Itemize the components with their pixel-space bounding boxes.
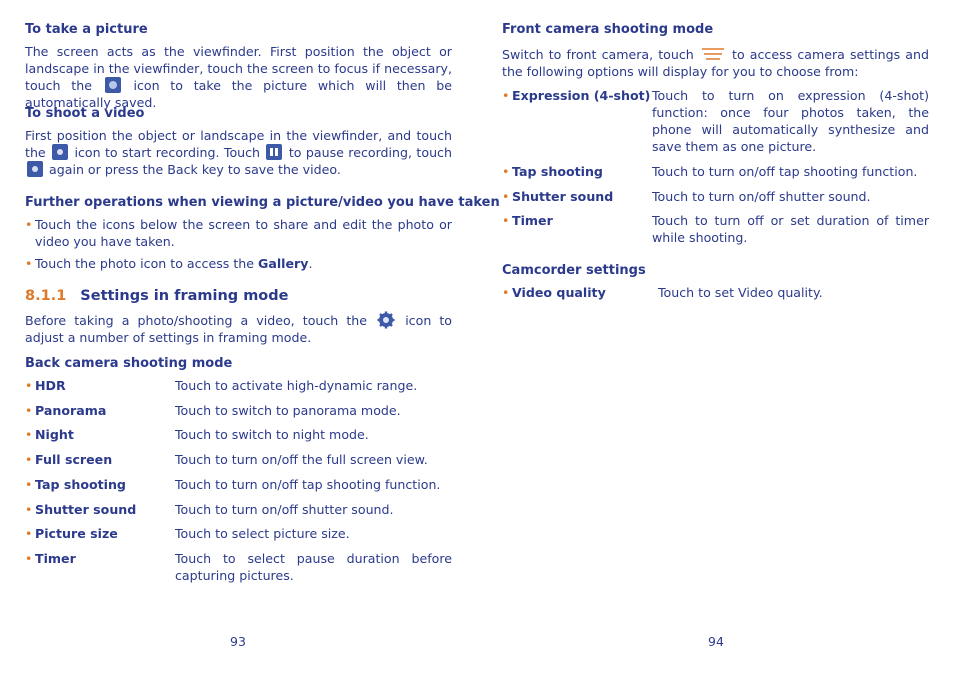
bullet: •	[25, 477, 33, 492]
setting-name: Shutter sound	[512, 189, 614, 204]
setting-description: Touch to select picture size.	[175, 526, 350, 541]
setting-description: Touch to select pause duration before capturing pictures.	[175, 551, 452, 583]
setting-name: Night	[35, 427, 74, 442]
setting-description: Touch to activate high-dynamic range.	[175, 378, 418, 393]
bullet: •	[25, 378, 33, 393]
gear-icon	[377, 311, 395, 329]
setting-name: Timer	[512, 213, 553, 228]
setting-name: Tap shooting	[35, 477, 126, 492]
setting-description: Touch to turn on/off tap shooting function.	[652, 164, 918, 179]
bullet: •	[502, 164, 510, 179]
bullet: •	[25, 526, 33, 541]
menu-icon	[701, 47, 725, 61]
section-heading	[25, 288, 289, 305]
gallery-label: Gallery	[258, 256, 309, 271]
setting-description: Touch to turn on expression (4-shot) function: once four photos taken, the phone will automatically synthesize and save them as one picture.	[652, 88, 929, 154]
bullet: •	[25, 427, 33, 442]
right-page	[502, 0, 929, 678]
take-picture-heading: To take a picture	[25, 22, 148, 37]
setting-name: Shutter sound	[35, 502, 137, 517]
shoot-video-heading: To shoot a video	[25, 106, 145, 121]
page-number: 93	[230, 634, 246, 649]
page-number: 94	[708, 634, 724, 649]
setting-description: Touch to set Video quality.	[658, 285, 823, 300]
setting-name: Full screen	[35, 452, 113, 467]
section-title: Settings in framing mode	[80, 288, 289, 304]
bullet: •	[25, 551, 33, 566]
camcorder-heading: Camcorder settings	[502, 263, 646, 278]
bullet: •	[502, 88, 510, 103]
front-camera-text: Switch to front camera, touch to access camera settings and the following options will display for you to choose from:	[502, 47, 929, 79]
take-picture-text: The screen acts as the viewfinder. First position the object or landscape in the viewfinder, touch the screen to focus if necessary, touch the icon to take the picture which will then be automatically saved.	[25, 44, 452, 110]
setting-name: Timer	[35, 551, 76, 566]
left-page: To take a picture The screen acts as the viewfinder. First position the object or landscape in the viewfinder, touch the screen to focus if necessary, touch the icon to take the picture which will then be automatically saved. To shoot a video First position the object or landscape in the viewfinder, and touch the icon to start recording. Touch to pause recording, touch again or press the Back key to save the video. Further operations when viewing a picture/video you have taken • Touch the icons below the screen to share and edit the photo or video you have taken. • Touch the photo icon to access the Gallery. 8.1.1 Settings in framing mode Before taking a photo/shooting a video, touch the icon to adjust a number of settings in framing mode. Back camera shooting mode • HDR Touch to activate high-dynamic range. • Panorama Touch to switch to panorama mode. • Night Touch to switch to night mode. • Full screen Touch to turn on/off the full screen view. • Tap shooting Touch to turn on/off tap shooting function. • Shutter sound Touch to turn on/off shutter sound. • Picture size Touch to select picture size. • Timer Touch to select pause duration before capturing pictures. 93	[25, 22, 500, 649]
setting-description: Touch to switch to night mode.	[175, 427, 369, 442]
pause-icon	[266, 144, 282, 160]
setting-name: HDR	[35, 378, 66, 393]
section-text: Before taking a photo/shooting a video, touch the icon to adjust a number of settings in framing mode.	[25, 313, 453, 345]
bullet: •	[502, 189, 510, 204]
setting-name: Expression (4-shot)	[512, 88, 651, 103]
front-camera-heading: Front camera shooting mode	[502, 22, 714, 37]
setting-description: Touch to turn off or set duration of timer while shooting.	[652, 213, 929, 245]
setting-description: Touch to turn on/off shutter sound.	[652, 189, 871, 204]
bullet: •	[25, 403, 33, 418]
setting-description: Touch to turn on/off the full screen view.	[175, 452, 428, 467]
setting-description: Touch to switch to panorama mode.	[175, 403, 401, 418]
further-operations-heading: Further operations when viewing a picture/video you have taken	[25, 195, 500, 210]
video-record-icon	[27, 161, 43, 177]
setting-name: Panorama	[35, 403, 107, 418]
section-number: 8.1.1	[25, 288, 67, 304]
setting-description: Touch to turn on/off shutter sound.	[175, 502, 394, 517]
setting-name: Picture size	[35, 526, 118, 541]
back-camera-heading: Back camera shooting mode	[25, 356, 233, 371]
bullet: •	[502, 285, 510, 300]
setting-name: Tap shooting	[512, 164, 603, 179]
bullet: •	[502, 213, 510, 228]
shoot-video-text: First position the object or landscape in the viewfinder, and touch the icon to start recording. Touch to pause recording, touch again or press the Back key to save the video.	[25, 128, 452, 177]
setting-description: Touch to turn on/off tap shooting function.	[175, 477, 441, 492]
bullet: •	[25, 502, 33, 517]
setting-name: Video quality	[512, 285, 606, 300]
bullet: •	[25, 452, 33, 467]
video-record-icon	[52, 144, 68, 160]
camera-shutter-icon	[105, 77, 121, 93]
